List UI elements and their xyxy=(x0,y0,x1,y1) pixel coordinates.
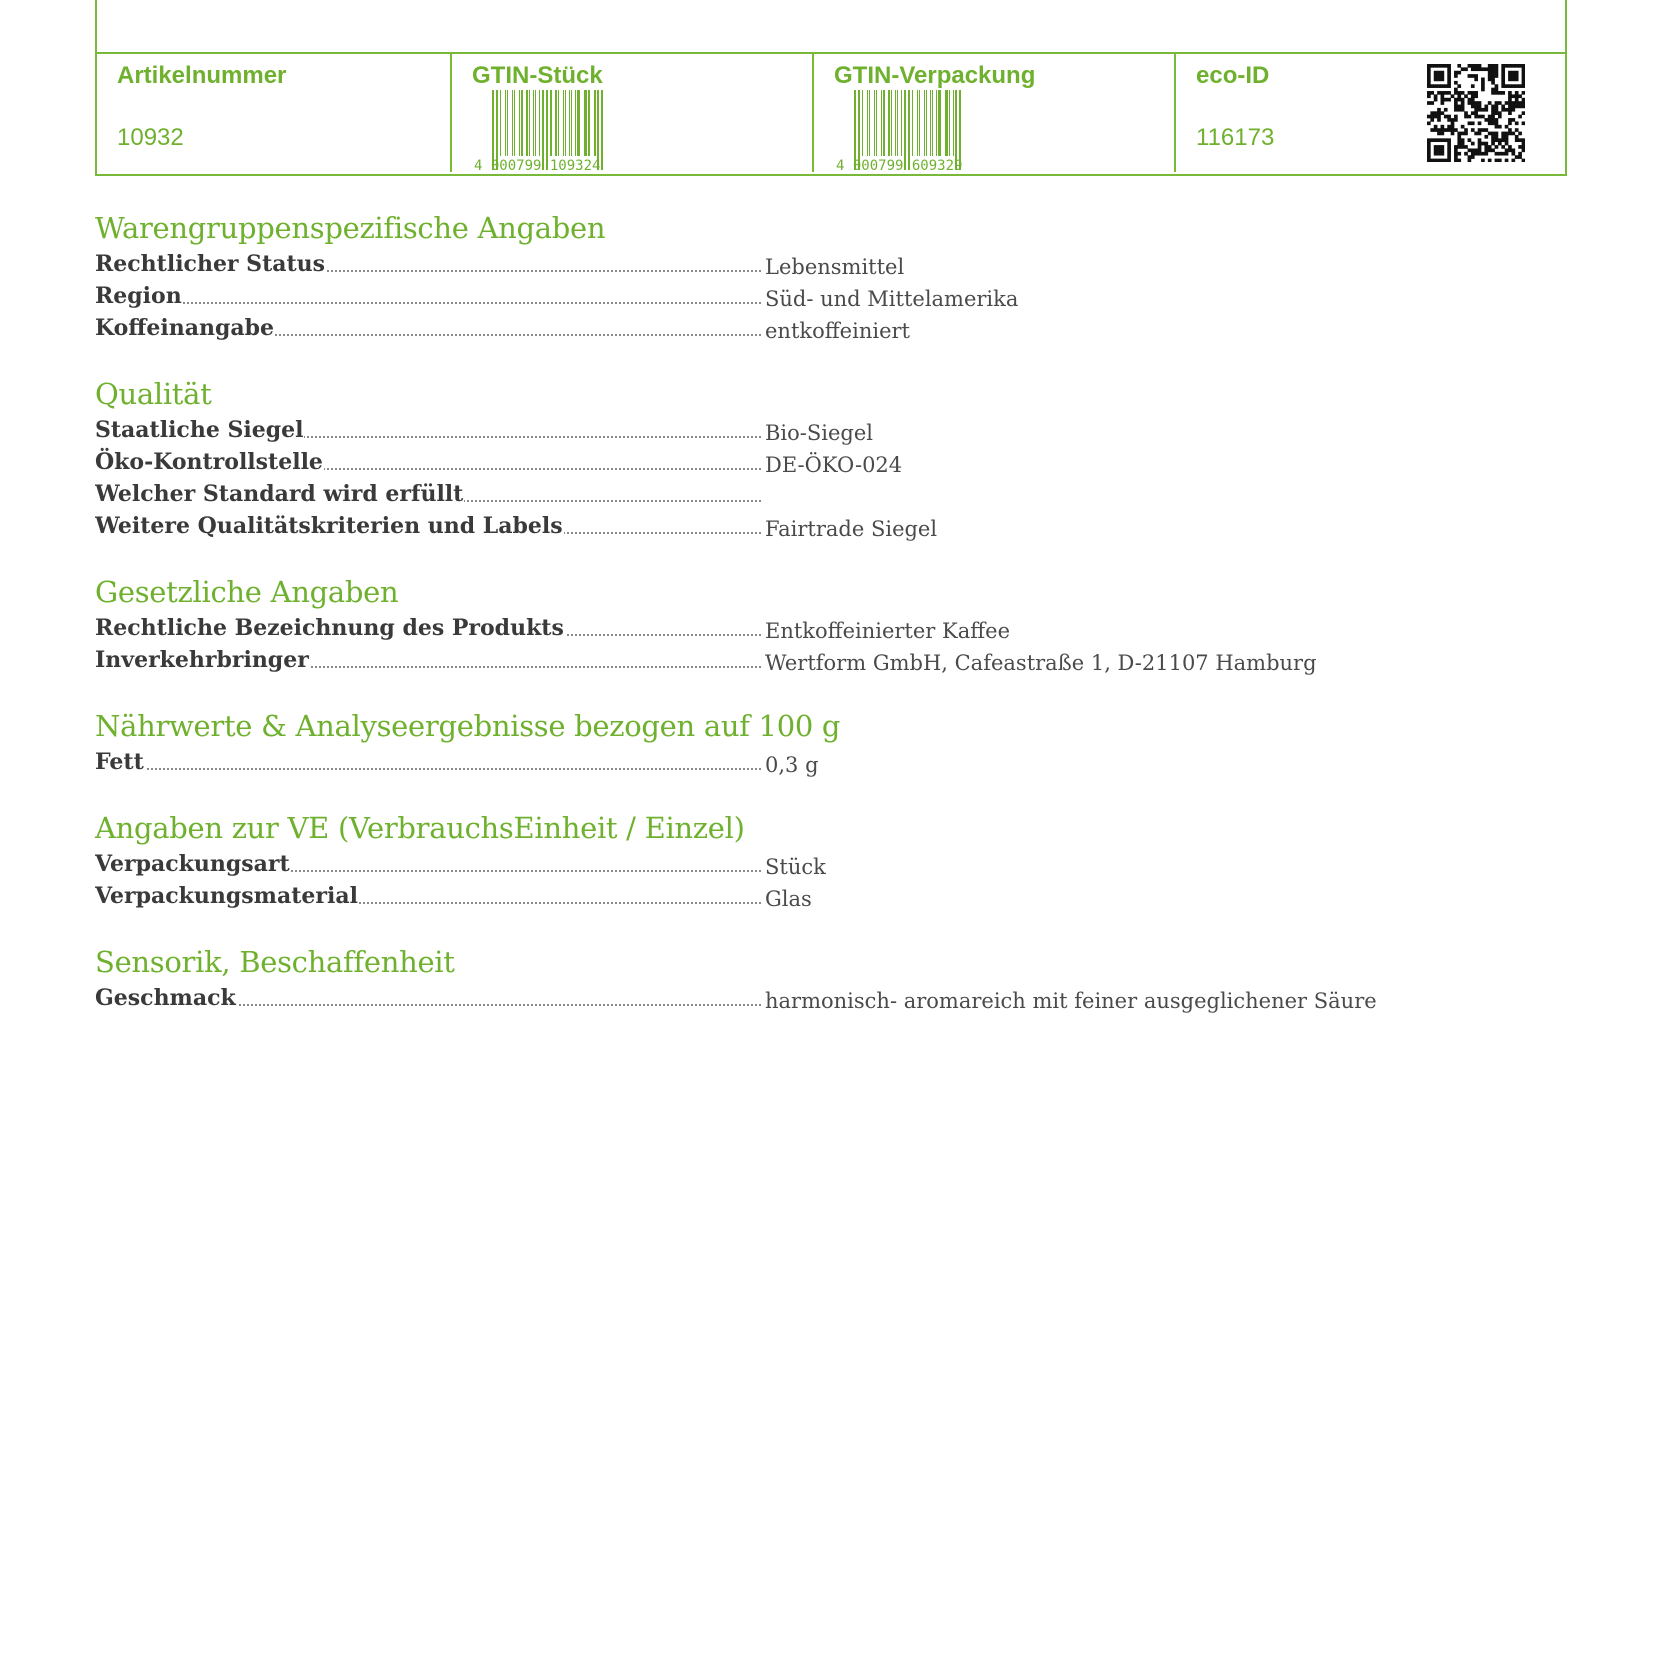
gtin-stueck-cell xyxy=(452,54,814,172)
section-title: Warengruppenspezifische Angaben xyxy=(95,211,606,245)
barcode-bar xyxy=(539,90,540,156)
detail-label: Geschmack xyxy=(95,985,236,1011)
detail-value: Süd- und Mittelamerika xyxy=(765,287,1019,311)
detail-row xyxy=(95,280,1555,312)
detail-value: harmonisch- aromareich mit feiner ausgeglichener Säure xyxy=(765,989,1377,1013)
barcode-bar xyxy=(862,90,863,156)
section-warengruppe xyxy=(95,208,1555,344)
detail-value: entkoffeiniert xyxy=(765,319,910,343)
detail-row xyxy=(95,848,1555,880)
detail-row xyxy=(95,510,1555,542)
detail-value: Fairtrade Siegel xyxy=(765,517,938,541)
section-title: Sensorik, Beschaffenheit xyxy=(95,945,455,979)
gtin-verpackung-cell xyxy=(814,54,1176,172)
detail-row xyxy=(95,644,1555,676)
section-gesetzlich xyxy=(95,572,1555,676)
barcode-bar xyxy=(945,90,948,156)
detail-label: Rechtliche Bezeichnung des Produkts xyxy=(95,615,564,641)
detail-label: Koffeinangabe xyxy=(95,315,274,341)
section-qualitaet xyxy=(95,374,1555,542)
barcode-bar xyxy=(526,90,528,156)
barcode-bar xyxy=(571,90,572,156)
barcode-bar xyxy=(601,90,603,170)
ecoid-cell xyxy=(1176,54,1567,172)
barcode-bar xyxy=(558,90,559,156)
barcode-bar xyxy=(936,90,937,156)
barcode-bar xyxy=(895,90,896,156)
barcode-bar xyxy=(514,90,515,156)
barcode-bar xyxy=(869,90,870,156)
detail-label: Öko-Kontrollstelle xyxy=(95,449,323,475)
barcode-bar xyxy=(550,90,552,156)
barcode-bar xyxy=(949,90,950,156)
barcode-bar xyxy=(938,90,941,156)
barcode-bar xyxy=(867,90,868,156)
detail-label: Region xyxy=(95,283,182,309)
barcode-bar xyxy=(565,90,566,156)
product-id-row xyxy=(97,52,1565,178)
product-id-box xyxy=(95,0,1567,176)
artikelnummer-label: Artikelnummer xyxy=(117,62,287,89)
barcode-bar xyxy=(563,90,564,156)
product-details xyxy=(95,208,1555,1044)
section-naehrwerte xyxy=(95,706,1555,778)
barcode-bar xyxy=(953,90,954,156)
detail-label: Weitere Qualitätskriterien und Labels xyxy=(95,513,563,539)
detail-label: Staatliche Siegel xyxy=(95,417,304,443)
detail-value: Stück xyxy=(765,855,826,879)
barcode-bar xyxy=(575,90,576,156)
barcode-digits: 4 000799 109324 xyxy=(474,158,601,172)
detail-value: Wertform GmbH, Cafeastraße 1, D-21107 Hamburg xyxy=(765,651,1317,675)
detail-label: Welcher Standard wird erfüllt xyxy=(95,481,464,507)
section-title: Gesetzliche Angaben xyxy=(95,575,399,609)
barcode-bar xyxy=(901,90,902,156)
detail-row xyxy=(95,612,1555,644)
detail-row xyxy=(95,982,1555,1014)
artikelnummer-cell xyxy=(97,54,452,172)
detail-row xyxy=(95,414,1555,446)
barcode-bar xyxy=(932,90,933,156)
barcode-bar xyxy=(919,90,920,156)
barcode-bar xyxy=(500,90,501,156)
barcode-bar xyxy=(594,90,596,156)
detail-value: 0,3 g xyxy=(765,753,819,777)
barcode-bar xyxy=(926,90,927,156)
barcode-bar xyxy=(519,90,520,156)
qr-code-icon xyxy=(1427,64,1525,166)
barcode-bar xyxy=(917,90,918,156)
barcode-bar xyxy=(555,90,557,156)
detail-value: DE-ÖKO-024 xyxy=(765,453,903,477)
detail-row xyxy=(95,312,1555,344)
detail-label: Rechtlicher Status xyxy=(95,251,326,277)
detail-row xyxy=(95,746,1555,778)
barcode-bar xyxy=(891,90,892,156)
gtin-stueck-label: GTIN-Stück xyxy=(472,62,603,89)
detail-row xyxy=(95,478,1555,510)
barcode-bar xyxy=(883,90,885,156)
detail-label: Verpackungsmaterial xyxy=(95,883,358,909)
barcode-bar xyxy=(876,90,877,156)
detail-row xyxy=(95,248,1555,280)
barcode-bar xyxy=(930,90,931,156)
ecoid-label: eco-ID xyxy=(1196,62,1270,89)
section-title: Qualität xyxy=(95,377,212,411)
section-ve xyxy=(95,808,1555,912)
detail-label: Fett xyxy=(95,749,144,775)
barcode-bar xyxy=(512,90,513,156)
barcode-bar xyxy=(888,90,890,156)
detail-label: Inverkehrbringer xyxy=(95,647,309,673)
gtin-stueck-barcode xyxy=(474,90,654,172)
barcode-bar xyxy=(507,90,508,156)
detail-value: Bio-Siegel xyxy=(765,421,874,445)
artikelnummer-value: 10932 xyxy=(117,124,184,151)
barcode-digits: 4 000799 609329 xyxy=(836,158,963,172)
barcode-bar xyxy=(577,90,580,156)
barcode-bar xyxy=(912,90,913,156)
section-sensorik xyxy=(95,942,1555,1014)
barcode-bar xyxy=(924,90,925,156)
detail-row xyxy=(95,880,1555,912)
barcode-bar xyxy=(874,90,875,156)
gtin-verpackung-label: GTIN-Verpackung xyxy=(834,62,1036,89)
barcode-bar xyxy=(533,90,534,156)
barcode-bar xyxy=(588,90,590,156)
detail-value: Lebensmittel xyxy=(765,255,905,279)
barcode-bar xyxy=(535,90,536,156)
barcode-bar xyxy=(881,90,882,156)
barcode-bar xyxy=(584,90,587,156)
section-title: Angaben zur VE (VerbrauchsEinheit / Einzel) xyxy=(95,811,745,845)
barcode-bar xyxy=(505,90,506,156)
barcode-bar xyxy=(521,90,523,156)
barcode-bar xyxy=(897,90,898,156)
detail-label: Verpackungsart xyxy=(95,851,290,877)
barcode-bar xyxy=(529,90,530,156)
section-title: Nährwerte & Analyseergebnisse bezogen auf 100 g xyxy=(95,709,841,743)
detail-row xyxy=(95,446,1555,478)
ecoid-value: 116173 xyxy=(1196,124,1275,151)
barcode-bar xyxy=(569,90,570,156)
detail-value: Glas xyxy=(765,887,812,911)
detail-value: Entkoffeinierter Kaffee xyxy=(765,619,1010,643)
gtin-verpackung-barcode xyxy=(836,90,1016,172)
